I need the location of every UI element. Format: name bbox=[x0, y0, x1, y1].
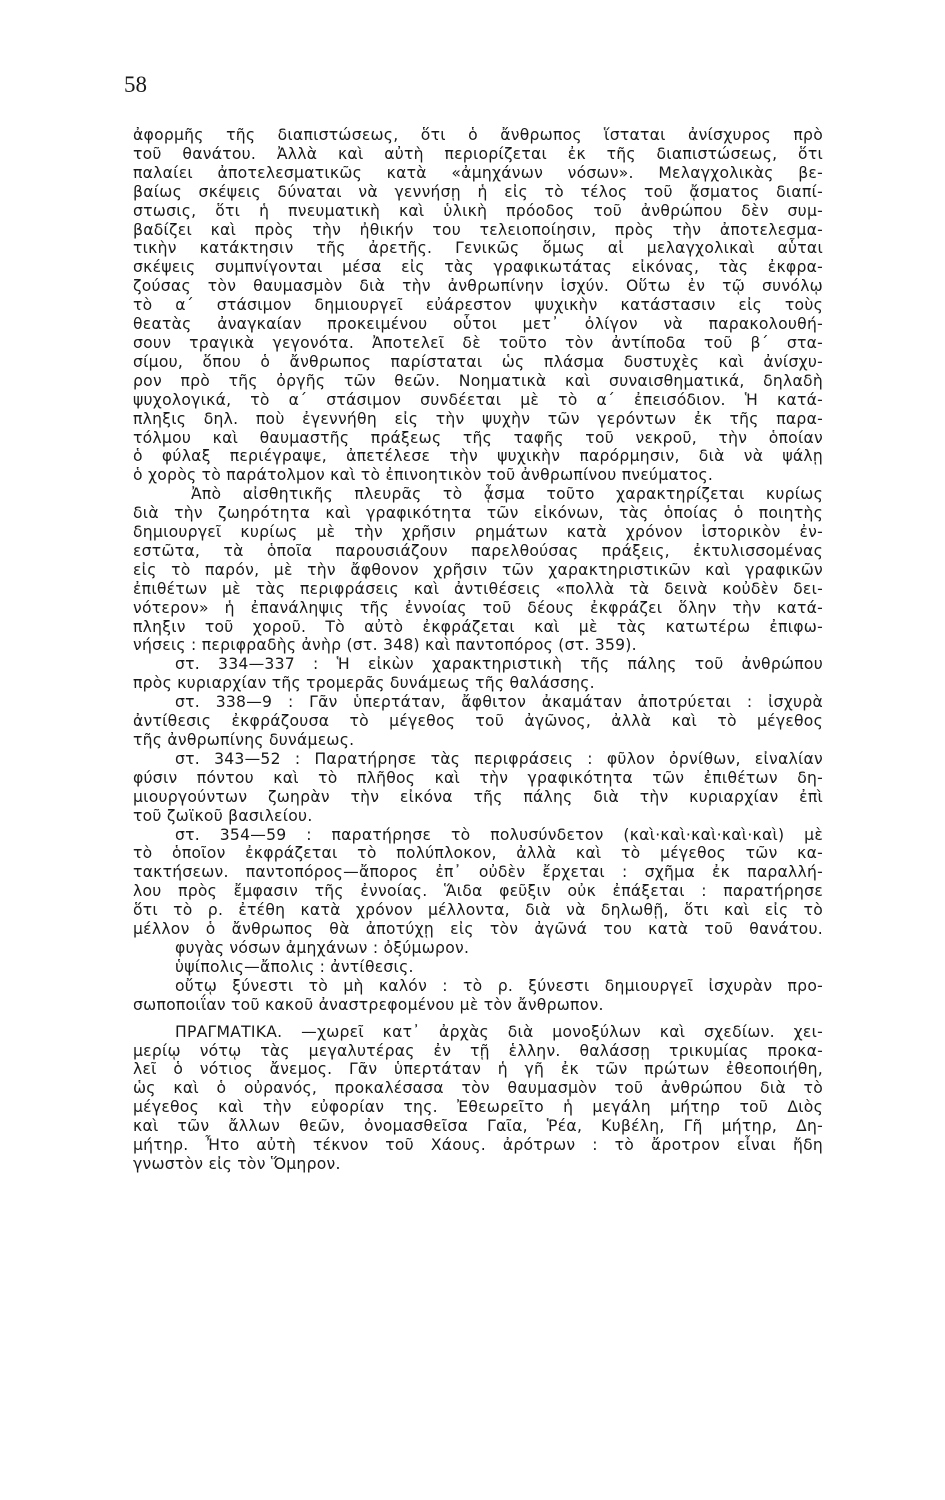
text-line: γνωστὸν εἰς τὸν Ὅμηρον. bbox=[133, 1154, 341, 1173]
text-line: ἀντίθεσις ἐκφράζουσα τὸ μέγεθος τοῦ ἀγῶνος, ἀλλὰ καὶ τὸ μέγεθος bbox=[133, 712, 823, 731]
text-line: τοῦ θανάτου. Ἀλλὰ καὶ αὐτὴ περιορίζεται ἐκ τῆς διαπιστώσεως, ὅτι bbox=[133, 144, 823, 163]
text-line: σουν τραγικὰ γεγονότα. Ἀποτελεῖ δὲ τοῦτο τὸν ἀντίποδα τοῦ β΄ στα- bbox=[133, 333, 823, 352]
text-line: ὅτι τὸ ρ. ἐτέθη κατὰ χρόνον μέλλοντα, διὰ νὰ δηλωθῇ, ὅτι καὶ εἰς τὸ bbox=[133, 901, 823, 920]
body-text bbox=[133, 126, 823, 1174]
text-line: οὔτῳ ξύνεστι τὸ μὴ καλόν : τὸ ρ. ξύνεστι δημιουργεῖ ἰσχυρὰν προ- bbox=[175, 976, 823, 995]
text-line: ὡς καὶ ὁ οὐρανός, προκαλέσασα τὸν θαυμασμὸν τοῦ ἀνθρώπου διὰ τὸ bbox=[133, 1079, 823, 1098]
text-line: ἀφορμῆς τῆς διαπιστώσεως, ὅτι ὁ ἄνθρωπος ἵσταται ἀνίσχυρος πρὸ bbox=[133, 126, 823, 144]
paragraph-3 bbox=[133, 655, 823, 693]
text-line: φύσιν πόντου καὶ τὸ πλῆθος καὶ τὴν γραφικότητα τῶν ἐπιθέτων δη- bbox=[133, 768, 823, 787]
text-line: εἰς τὸ παρόν, μὲ τὴν ἄφθονον χρῆσιν τῶν χαρακτηριστικῶν καὶ γραφικῶν bbox=[133, 560, 823, 579]
paragraph-10 bbox=[133, 1023, 823, 1174]
text-line: μέλλον ὁ ἄνθρωπος θὰ ἀποτύχῃ εἰς τὸν ἀγῶνά του κατὰ τοῦ θανάτου. bbox=[133, 920, 823, 939]
text-line: φυγὰς νόσων ἀμηχάνων : ὀξύμωρον. bbox=[175, 938, 470, 957]
text-line: πληξις δηλ. ποὺ ἐγεννήθη εἰς τὴν ψυχὴν τῶν γερόντων ἐκ τῆς παρα- bbox=[133, 409, 823, 428]
text-line: νότερον» ἡ ἐπανάληψις τῆς ἐννοίας τοῦ δέους ἐκφράζει ὅλην τὴν κατά- bbox=[133, 598, 823, 617]
text-line: μερίῳ νότῳ τὰς μεγαλυτέρας ἐν τῇ ἑλλην. θαλάσσῃ τρικυμίας προκα- bbox=[133, 1041, 823, 1060]
text-line: ψυχολογικά, τὸ α΄ στάσιμον συνδέεται μὲ τὸ α΄ ἐπεισόδιον. Ἡ κατά- bbox=[133, 390, 823, 409]
text-line: ὁ φύλαξ περιέγραψε, ἀπετέλεσε τὴν ψυχικὴν παρόρμησιν, διὰ νὰ ψάλῃ bbox=[133, 447, 823, 466]
text-line: ρον πρὸ τῆς ὀργῆς τῶν θεῶν. Νοηματικὰ καὶ συναισθηματικά, δηλαδὴ bbox=[133, 371, 823, 390]
text-line: βαδίζει καὶ πρὸς τὴν ἠθικήν του τελειοποίησιν, πρὸς τὴν ἀποτελεσμα- bbox=[133, 220, 823, 239]
page-number: 58 bbox=[124, 72, 147, 97]
text-line: τὸ α΄ στάσιμον δημιουργεῖ εὐάρεστον ψυχικὴν κατάστασιν εἰς τοὺς bbox=[133, 296, 823, 315]
text-line: δημιουργεῖ κυρίως μὲ τὴν χρῆσιν ρημάτων κατὰ χρόνον ἱστορικὸν ἐν- bbox=[133, 523, 823, 542]
text-line: καὶ τῶν ἄλλων θεῶν, ὀνομασθεῖσα Γαῖα, Ῥέα, Κυβέλη, Γῆ μήτηρ, Δη- bbox=[133, 1117, 823, 1136]
text-line: ἐπιθέτων μὲ τὰς περιφράσεις καὶ ἀντιθέσεις «πολλὰ τὰ δεινὰ κοὐδὲν δει- bbox=[133, 579, 823, 598]
text-line: διὰ τὴν ζωηρότητα καὶ γραφικότητα τῶν εἰκόνων, τὰς ὁποίας ὁ ποιητὴς bbox=[133, 504, 823, 523]
text-line: λεῖ ὁ νότιος ἄνεμος. Γᾶν ὑπερτάταν ἡ γῆ ἐκ τῶν πρώτων ἐθεοποιήθη, bbox=[133, 1060, 823, 1079]
text-line: τοῦ ζωϊκοῦ βασιλείου. bbox=[133, 806, 313, 825]
text-line: ὑψίπολις—ἄπολις : ἀντίθεσις. bbox=[175, 957, 414, 976]
text-line: μέγεθος καὶ τὴν εὐφορίαν της. Ἐθεωρεῖτο ἡ μεγάλη μήτηρ τοῦ Διὸς bbox=[133, 1098, 823, 1117]
text-line: στωσις, ὅτι ἡ πνευματικὴ καὶ ὑλικὴ πρόοδος τοῦ ἀνθρώπου δὲν συμ- bbox=[133, 201, 823, 220]
paragraph-7 bbox=[133, 939, 823, 958]
text-line: τῆς ἀνθρωπίνης δυνάμεως. bbox=[133, 731, 355, 749]
text-line: Ἀπὸ αἰσθητικῆς πλευρᾶς τὸ ᾆσμα τοῦτο χαρακτηρίζεται κυρίως bbox=[191, 485, 823, 504]
text-line: στ. 334—337 : Ἡ εἰκὼν χαρακτηριστικὴ τῆς πάλης τοῦ ἀνθρώπου bbox=[175, 655, 823, 674]
text-line: παλαίει ἀποτελεσματικῶς κατὰ «ἀμηχάνων νόσων». Μελαγχολικὰς βε- bbox=[133, 163, 823, 182]
text-line: εστῶτα, τὰ ὁποῖα παρουσιάζουν παρελθούσας πράξεις, ἐκτυλισσομένας bbox=[133, 541, 823, 560]
paragraph-4 bbox=[133, 693, 823, 750]
text-line: πληξιν τοῦ χοροῦ. Τὸ αὐτὸ ἐκφράζεται καὶ μὲ τὰς κατωτέρω ἐπιφω- bbox=[133, 617, 823, 636]
text-line: σωποποιΐαν τοῦ κακοῦ ἀναστρεφομένου μὲ τὸν ἄνθρωπον. bbox=[133, 995, 604, 1014]
text-line: μήτηρ. Ἦτο αὐτὴ τέκνον τοῦ Χάους. ἀρότρων : τὸ ἄροτρον εἶναι ἤδη bbox=[133, 1136, 823, 1155]
text-line: σκέψεις συμπνίγονται μέσα εἰς τὰς γραφικωτάτας εἰκόνας, τὰς ἐκφρα- bbox=[133, 258, 823, 277]
text-line: ΠΡΑΓΜΑΤΙΚΑ. —χωρεῖ κατ᾽ ἀρχὰς διὰ μονοξύλων καὶ σχεδίων. χει- bbox=[175, 1022, 823, 1041]
text-line: στ. 343—52 : Παρατήρησε τὰς περιφράσεις : φῦλον ὀρνίθων, εἰναλίαν bbox=[175, 749, 823, 768]
paragraph-2 bbox=[133, 485, 823, 655]
paragraph-5 bbox=[133, 750, 823, 826]
text-line: μιουργούντων ζωηρὰν τὴν εἰκόνα τῆς πάλης διὰ τὴν κυριαρχίαν ἐπὶ bbox=[133, 787, 823, 806]
text-line: ζούσας τὸν θαυμασμὸν διὰ τὴν ἀνθρωπίνην ἰσχύν. Οὕτω ἐν τῷ συνόλῳ bbox=[133, 277, 823, 296]
paragraph-8 bbox=[133, 958, 823, 977]
text-line: θεατὰς ἀναγκαίαν προκειμένου οὗτοι μετ᾽ ὀλίγον νὰ παρακολουθή- bbox=[133, 315, 823, 334]
text-line: λου πρὸς ἔμφασιν τῆς ἐννοίας. Ἅιδα φεῦξιν οὐκ ἐπάξεται : παρατήρησε bbox=[133, 882, 823, 901]
text-line: τακτήσεων. παντοπόρος—ἄπορος ἐπ᾽ οὐδὲν ἔρχεται : σχῆμα ἐκ παραλλή- bbox=[133, 863, 823, 882]
paragraph-9 bbox=[133, 977, 823, 1015]
text-line: στ. 354—59 : παρατήρησε τὸ πολυσύνδετον (καὶ·καὶ·καὶ·καὶ·καὶ) μὲ bbox=[175, 825, 823, 844]
paragraph-6 bbox=[133, 826, 823, 939]
text-line: στ. 338—9 : Γᾶν ὑπερτάταν, ἄφθιτον ἀκαμάταν ἀποτρύεται : ἰσχυρὰ bbox=[175, 693, 823, 712]
text-line: τόλμου καὶ θαυμαστῆς πράξεως τῆς ταφῆς τοῦ νεκροῦ, τὴν ὁποίαν bbox=[133, 428, 823, 447]
text-line: ὁ χορὸς τὸ παράτολμον καὶ τὸ ἐπινοητικὸν τοῦ ἀνθρωπίνου πνεύματος. bbox=[133, 466, 714, 485]
text-line: τὸ ὁποῖον ἐκφράζεται τὸ πολύπλοκον, ἀλλὰ καὶ τὸ μέγεθος τῶν κα- bbox=[133, 844, 823, 863]
text-line: βαίως σκέψεις δύναται νὰ γεννήσῃ ἡ εἰς τὸ τέλος τοῦ ᾄσματος διαπί- bbox=[133, 182, 823, 201]
text-line: πρὸς κυριαρχίαν τῆς τρομερᾶς δυνάμεως τῆς θαλάσσης. bbox=[133, 674, 595, 693]
text-line: σίμου, ὅπου ὁ ἄνθρωπος παρίσταται ὡς πλάσμα δυστυχὲς καὶ ἀνίσχυ- bbox=[133, 352, 823, 371]
text-line: νήσεις : περιφραδὴς ἀνὴρ (στ. 348) καὶ παντοπόρος (στ. 359). bbox=[133, 636, 637, 655]
paragraph-1 bbox=[133, 126, 823, 485]
text-line: τικὴν κατάκτησιν τῆς ἀρετῆς. Γενικῶς ὅμως αἱ μελαγχολικαὶ αὗται bbox=[133, 239, 823, 258]
